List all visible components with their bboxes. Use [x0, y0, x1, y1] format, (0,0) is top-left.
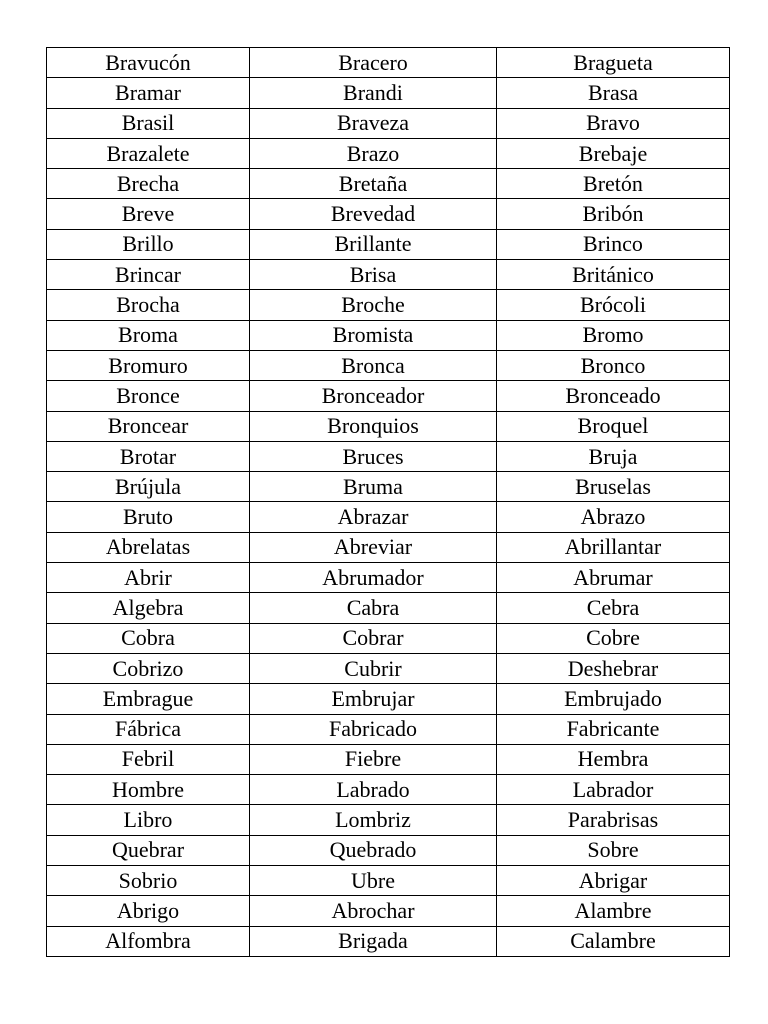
word-cell: Brigada — [250, 926, 497, 956]
word-table-body — [47, 48, 730, 957]
word-cell: Embrujado — [497, 684, 730, 714]
word-cell: Lombriz — [250, 805, 497, 835]
word-cell: Bromo — [497, 320, 730, 350]
word-cell: Brandi — [250, 78, 497, 108]
word-cell: Brincar — [47, 260, 250, 290]
table-row — [47, 229, 730, 259]
table-row — [47, 48, 730, 78]
word-cell: Sobre — [497, 835, 730, 865]
word-cell: Bretón — [497, 169, 730, 199]
word-cell: Abrumador — [250, 563, 497, 593]
word-cell: Labrador — [497, 775, 730, 805]
table-row — [47, 108, 730, 138]
table-row — [47, 714, 730, 744]
word-cell: Fiebre — [250, 744, 497, 774]
table-row — [47, 896, 730, 926]
word-cell: Quebrar — [47, 835, 250, 865]
table-row — [47, 138, 730, 168]
word-cell: Fábrica — [47, 714, 250, 744]
table-row — [47, 744, 730, 774]
word-cell: Abrelatas — [47, 532, 250, 562]
word-cell: Brillante — [250, 229, 497, 259]
table-row — [47, 441, 730, 471]
word-cell: Brazo — [250, 138, 497, 168]
word-cell: Fabricante — [497, 714, 730, 744]
word-cell: Bruces — [250, 441, 497, 471]
table-row — [47, 835, 730, 865]
table-row — [47, 684, 730, 714]
word-cell: Labrado — [250, 775, 497, 805]
word-cell: Cobrizo — [47, 653, 250, 683]
table-row — [47, 411, 730, 441]
table-row — [47, 805, 730, 835]
word-cell: Británico — [497, 260, 730, 290]
word-cell: Bravucón — [47, 48, 250, 78]
word-cell: Abrumar — [497, 563, 730, 593]
word-cell: Bravo — [497, 108, 730, 138]
word-cell: Brisa — [250, 260, 497, 290]
word-cell: Alambre — [497, 896, 730, 926]
word-cell: Bretaña — [250, 169, 497, 199]
word-cell: Brasil — [47, 108, 250, 138]
word-cell: Quebrado — [250, 835, 497, 865]
table-row — [47, 260, 730, 290]
word-cell: Brújula — [47, 472, 250, 502]
word-cell: Brecha — [47, 169, 250, 199]
word-cell: Bronco — [497, 350, 730, 380]
word-cell: Brevedad — [250, 199, 497, 229]
word-cell: Abrir — [47, 563, 250, 593]
word-cell: Broma — [47, 320, 250, 350]
word-cell: Bruma — [250, 472, 497, 502]
word-cell: Bronca — [250, 350, 497, 380]
word-cell: Bromuro — [47, 350, 250, 380]
word-cell: Brocha — [47, 290, 250, 320]
word-cell: Brasa — [497, 78, 730, 108]
table-row — [47, 350, 730, 380]
word-cell: Hombre — [47, 775, 250, 805]
word-cell: Bruja — [497, 441, 730, 471]
word-cell: Bronceador — [250, 381, 497, 411]
word-cell: Abrigo — [47, 896, 250, 926]
word-cell: Broquel — [497, 411, 730, 441]
table-row — [47, 926, 730, 956]
table-row — [47, 623, 730, 653]
word-cell: Cubrir — [250, 653, 497, 683]
word-cell: Brinco — [497, 229, 730, 259]
word-cell: Bromista — [250, 320, 497, 350]
table-row — [47, 653, 730, 683]
word-cell: Ubre — [250, 866, 497, 896]
word-cell: Bronceado — [497, 381, 730, 411]
table-row — [47, 78, 730, 108]
word-cell: Bruselas — [497, 472, 730, 502]
table-row — [47, 593, 730, 623]
word-cell: Bruto — [47, 502, 250, 532]
table-row — [47, 563, 730, 593]
word-cell: Fabricado — [250, 714, 497, 744]
word-cell: Cobre — [497, 623, 730, 653]
word-cell: Bramar — [47, 78, 250, 108]
word-cell: Algebra — [47, 593, 250, 623]
table-row — [47, 381, 730, 411]
word-cell: Embrujar — [250, 684, 497, 714]
word-cell: Brillo — [47, 229, 250, 259]
table-row — [47, 472, 730, 502]
word-table — [46, 47, 730, 957]
table-row — [47, 502, 730, 532]
word-cell: Braveza — [250, 108, 497, 138]
word-cell: Bribón — [497, 199, 730, 229]
word-cell: Brotar — [47, 441, 250, 471]
word-cell: Cabra — [250, 593, 497, 623]
word-cell: Sobrio — [47, 866, 250, 896]
word-cell: Calambre — [497, 926, 730, 956]
word-cell: Broche — [250, 290, 497, 320]
table-row — [47, 290, 730, 320]
word-cell: Abreviar — [250, 532, 497, 562]
word-cell: Parabrisas — [497, 805, 730, 835]
word-cell: Embrague — [47, 684, 250, 714]
table-row — [47, 320, 730, 350]
table-row — [47, 532, 730, 562]
word-cell: Breve — [47, 199, 250, 229]
word-cell: Abrillantar — [497, 532, 730, 562]
word-cell: Abrazo — [497, 502, 730, 532]
word-cell: Hembra — [497, 744, 730, 774]
table-row — [47, 775, 730, 805]
word-cell: Cebra — [497, 593, 730, 623]
word-cell: Abrazar — [250, 502, 497, 532]
word-cell: Brazalete — [47, 138, 250, 168]
word-cell: Libro — [47, 805, 250, 835]
word-cell: Cobrar — [250, 623, 497, 653]
word-cell: Deshebrar — [497, 653, 730, 683]
table-row — [47, 199, 730, 229]
word-cell: Cobra — [47, 623, 250, 653]
word-cell: Bronquios — [250, 411, 497, 441]
word-cell: Bracero — [250, 48, 497, 78]
word-cell: Brebaje — [497, 138, 730, 168]
word-cell: Alfombra — [47, 926, 250, 956]
word-cell: Febril — [47, 744, 250, 774]
word-cell: Broncear — [47, 411, 250, 441]
table-row — [47, 169, 730, 199]
table-row — [47, 866, 730, 896]
word-cell: Bronce — [47, 381, 250, 411]
word-cell: Bragueta — [497, 48, 730, 78]
word-cell: Brócoli — [497, 290, 730, 320]
word-cell: Abrochar — [250, 896, 497, 926]
word-cell: Abrigar — [497, 866, 730, 896]
